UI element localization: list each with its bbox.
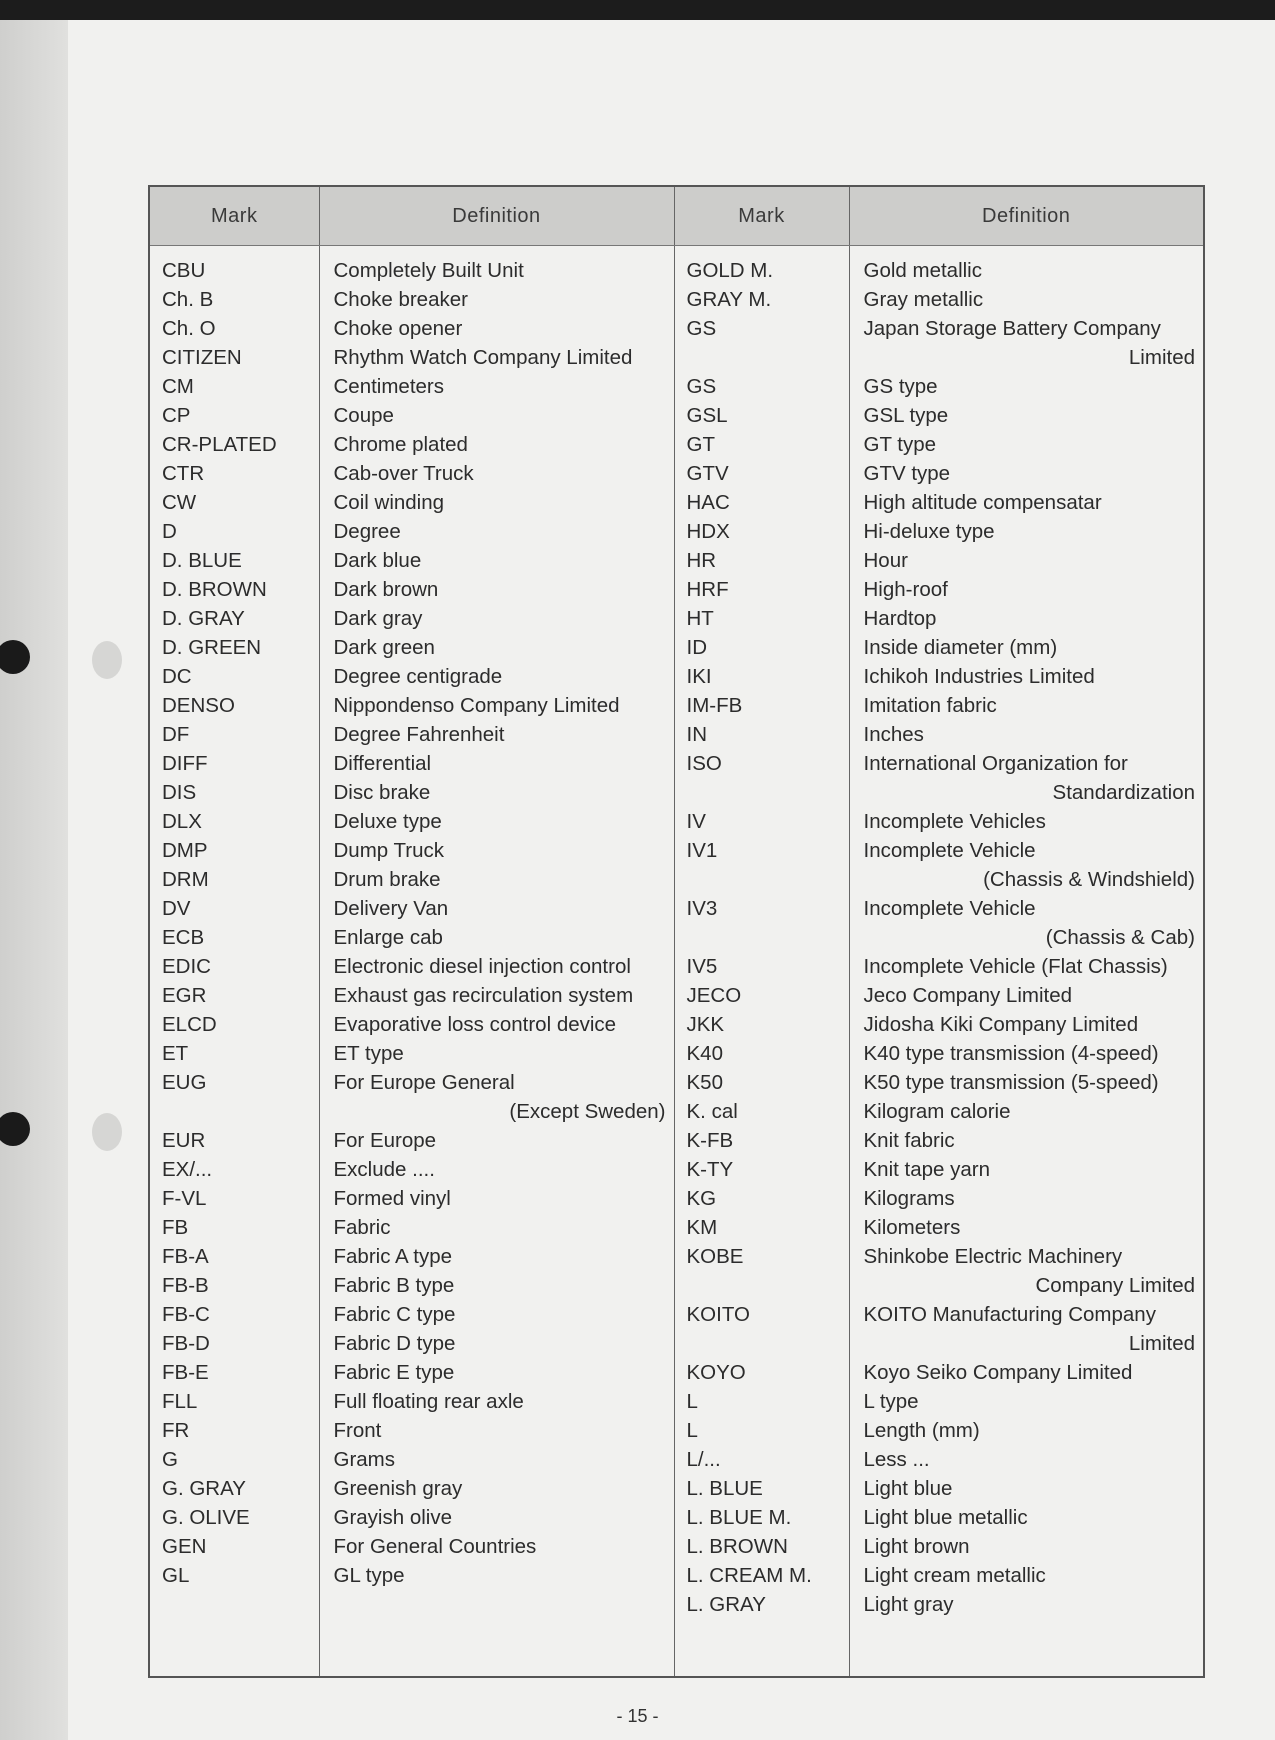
punch-hole-shadow — [92, 641, 122, 679]
glossary-mark: FB-E — [162, 1361, 209, 1384]
glossary-mark: ET — [162, 1042, 189, 1065]
glossary-definition-continuation: Standardization — [1052, 781, 1195, 804]
glossary-definition: Differential — [333, 752, 432, 775]
glossary-mark: Ch. B — [162, 288, 214, 311]
glossary-definition: Knit tape yarn — [863, 1158, 990, 1181]
glossary-definition: Jeco Company Limited — [863, 984, 1073, 1007]
glossary-mark: KOITO — [686, 1303, 750, 1326]
glossary-mark: IV5 — [686, 955, 718, 978]
glossary-mark: K. cal — [686, 1100, 738, 1123]
glossary-definition: Coil winding — [333, 491, 445, 514]
glossary-definition: Hour — [863, 549, 908, 572]
glossary-mark: EX/... — [162, 1158, 213, 1181]
glossary-definition: Imitation fabric — [863, 694, 997, 717]
glossary-definition-continuation: Limited — [1128, 1332, 1195, 1355]
glossary-definition: L type — [863, 1390, 919, 1413]
glossary-mark: D. GRAY — [162, 607, 245, 630]
glossary-definition: Choke breaker — [333, 288, 468, 311]
glossary-mark: L. BLUE — [686, 1477, 763, 1500]
glossary-definition: Degree — [333, 520, 401, 543]
glossary-mark: JKK — [686, 1013, 725, 1036]
glossary-definition: Shinkobe Electric Machinery — [863, 1245, 1123, 1268]
glossary-definition: Dark gray — [333, 607, 423, 630]
glossary-definition: Knit fabric — [863, 1129, 955, 1152]
glossary-mark: KG — [686, 1187, 717, 1210]
glossary-definition: Full floating rear axle — [333, 1390, 524, 1413]
glossary-definition: KOITO Manufacturing Company — [863, 1303, 1156, 1326]
glossary-definition: Formed vinyl — [333, 1187, 451, 1210]
glossary-mark: GT — [686, 433, 715, 456]
glossary-definition: Incomplete Vehicle — [863, 839, 1036, 862]
glossary-definition: For Europe — [333, 1129, 437, 1152]
row-spacer — [675, 1329, 849, 1358]
glossary-mark: GS — [686, 375, 717, 398]
scan-left-margin — [0, 20, 68, 1740]
glossary-mark: GS — [686, 317, 717, 340]
glossary-mark: KM — [686, 1216, 718, 1239]
glossary-mark: Ch. O — [162, 317, 216, 340]
glossary-mark: FB-D — [162, 1332, 210, 1355]
glossary-definition: Dark green — [333, 636, 435, 659]
glossary-mark: HAC — [686, 491, 730, 514]
glossary-definition: Grams — [333, 1448, 395, 1471]
left-mark-column — [150, 246, 319, 1590]
glossary-definition: Exhaust gas recirculation system — [333, 984, 634, 1007]
glossary-mark: HRF — [686, 578, 729, 601]
glossary-mark: GRAY M. — [686, 288, 772, 311]
glossary-mark: DMP — [162, 839, 208, 862]
abbreviation-table — [148, 185, 1205, 1678]
glossary-definition: Greenish gray — [333, 1477, 463, 1500]
glossary-definition: GS type — [863, 375, 938, 398]
mark-header-left: Mark — [149, 186, 319, 246]
glossary-definition: Inside diameter (mm) — [863, 636, 1058, 659]
glossary-definition: Light blue — [863, 1477, 953, 1500]
glossary-definition: Dark brown — [333, 578, 439, 601]
glossary-definition: Fabric C type — [333, 1303, 456, 1326]
glossary-definition: Incomplete Vehicle — [863, 897, 1036, 920]
glossary-definition: Rhythm Watch Company Limited — [333, 346, 633, 369]
glossary-mark: CITIZEN — [162, 346, 242, 369]
glossary-definition: Incomplete Vehicles — [863, 810, 1046, 833]
glossary-definition: Jidosha Kiki Company Limited — [863, 1013, 1139, 1036]
glossary-mark: IN — [686, 723, 707, 746]
glossary-definition: Less ... — [863, 1448, 930, 1471]
glossary-definition: Fabric — [333, 1216, 391, 1239]
glossary-definition: Hardtop — [863, 607, 937, 630]
glossary-mark: D. BROWN — [162, 578, 267, 601]
glossary-mark: GSL — [686, 404, 728, 427]
glossary-mark: EUG — [162, 1071, 207, 1094]
glossary-definition: GL type — [333, 1564, 405, 1587]
glossary-mark: D — [162, 520, 177, 543]
glossary-mark: L — [686, 1390, 698, 1413]
glossary-definition: Fabric E type — [333, 1361, 455, 1384]
glossary-definition: Dark blue — [333, 549, 422, 572]
glossary-definition: Dump Truck — [333, 839, 444, 862]
glossary-definition: Electronic diesel injection control — [333, 955, 631, 978]
glossary-definition: ET type — [333, 1042, 404, 1065]
glossary-definition: Fabric A type — [333, 1245, 453, 1268]
glossary-definition: Degree Fahrenheit — [333, 723, 505, 746]
glossary-definition: Delivery Van — [333, 897, 449, 920]
glossary-definition-continuation: (Except Sweden) — [509, 1100, 666, 1123]
glossary-definition-continuation: (Chassis & Cab) — [1045, 926, 1195, 949]
glossary-definition: Fabric D type — [333, 1332, 456, 1355]
mark-header-right: Mark — [674, 186, 849, 246]
glossary-mark: L/... — [686, 1448, 721, 1471]
glossary-mark: DIFF — [162, 752, 208, 775]
glossary-mark: G — [162, 1448, 178, 1471]
glossary-mark: K40 — [686, 1042, 723, 1065]
glossary-mark: KOBE — [686, 1245, 744, 1268]
glossary-mark: IV3 — [686, 897, 718, 920]
glossary-definition: Kilograms — [863, 1187, 955, 1210]
glossary-mark: F-VL — [162, 1187, 207, 1210]
glossary-definition: For Europe General — [333, 1071, 515, 1094]
glossary-mark: ISO — [686, 752, 722, 775]
glossary-mark: DLX — [162, 810, 202, 833]
glossary-definition: Light gray — [863, 1593, 954, 1616]
glossary-mark: GL — [162, 1564, 190, 1587]
glossary-definition: Gray metallic — [863, 288, 984, 311]
glossary-mark: IKI — [686, 665, 712, 688]
glossary-definition: GT type — [863, 433, 937, 456]
glossary-definition: Drum brake — [333, 868, 441, 891]
glossary-definition: Degree centigrade — [333, 665, 503, 688]
glossary-definition: Grayish olive — [333, 1506, 452, 1529]
glossary-definition: Hi-deluxe type — [863, 520, 995, 543]
glossary-mark: FB-B — [162, 1274, 209, 1297]
glossary-definition: Light blue metallic — [863, 1506, 1028, 1529]
glossary-definition-continuation: (Chassis & Windshield) — [983, 868, 1195, 891]
glossary-mark: IV1 — [686, 839, 718, 862]
glossary-mark: K50 — [686, 1071, 723, 1094]
glossary-definition: High-roof — [863, 578, 948, 601]
glossary-definition: Exclude .... — [333, 1158, 435, 1181]
glossary-definition: Enlarge cab — [333, 926, 443, 949]
glossary-definition-continuation: Company Limited — [1035, 1274, 1195, 1297]
glossary-definition: GTV type — [863, 462, 951, 485]
glossary-definition-continuation: Limited — [1128, 346, 1195, 369]
definition-header-right: Definition — [849, 186, 1204, 246]
glossary-definition: Light cream metallic — [863, 1564, 1046, 1587]
glossary-mark: HR — [686, 549, 717, 572]
glossary-definition: Ichikoh Industries Limited — [863, 665, 1095, 688]
glossary-definition: For General Countries — [333, 1535, 537, 1558]
row-spacer — [150, 1097, 319, 1126]
glossary-mark: L. GRAY — [686, 1593, 766, 1616]
glossary-definition: Kilogram calorie — [863, 1100, 1011, 1123]
glossary-definition: High altitude compensatar — [863, 491, 1102, 514]
glossary-definition: Light brown — [863, 1535, 970, 1558]
glossary-mark: HT — [686, 607, 714, 630]
glossary-mark: DENSO — [162, 694, 235, 717]
glossary-definition: Gold metallic — [863, 259, 982, 282]
glossary-mark: G. GRAY — [162, 1477, 246, 1500]
glossary-mark: ID — [686, 636, 707, 659]
glossary-definition: International Organization for — [863, 752, 1128, 775]
glossary-mark: FB-C — [162, 1303, 210, 1326]
glossary-mark: EDIC — [162, 955, 211, 978]
row-spacer — [675, 865, 849, 894]
glossary-mark: HDX — [686, 520, 730, 543]
glossary-definition: Incomplete Vehicle (Flat Chassis) — [863, 955, 1168, 978]
glossary-mark: JECO — [686, 984, 742, 1007]
glossary-mark: D. GREEN — [162, 636, 262, 659]
glossary-mark: DIS — [162, 781, 197, 804]
glossary-mark: D. BLUE — [162, 549, 242, 572]
glossary-definition: GSL type — [863, 404, 949, 427]
glossary-mark: FB — [162, 1216, 189, 1239]
left-definition-column — [320, 246, 674, 1590]
glossary-mark: KOYO — [686, 1361, 746, 1384]
definition-header-left: Definition — [319, 186, 674, 246]
glossary-mark: L. BROWN — [686, 1535, 788, 1558]
glossary-definition: Centimeters — [333, 375, 445, 398]
glossary-mark: DV — [162, 897, 191, 920]
glossary-mark: G. OLIVE — [162, 1506, 250, 1529]
glossary-definition: Length (mm) — [863, 1419, 980, 1442]
glossary-definition: Kilometers — [863, 1216, 961, 1239]
glossary-definition: Completely Built Unit — [333, 259, 524, 282]
glossary-definition: Koyo Seiko Company Limited — [863, 1361, 1133, 1384]
glossary-definition: K50 type transmission (5-speed) — [863, 1071, 1159, 1094]
glossary-mark: CW — [162, 491, 197, 514]
glossary-mark: GTV — [686, 462, 729, 485]
row-spacer — [675, 343, 849, 372]
glossary-mark: IV — [686, 810, 706, 833]
row-spacer — [675, 1271, 849, 1300]
glossary-definition: Evaporative loss control device — [333, 1013, 617, 1036]
page-number: - 15 - — [616, 1706, 659, 1726]
glossary-mark: FLL — [162, 1390, 198, 1413]
glossary-mark: CBU — [162, 259, 206, 282]
table-body-row — [149, 246, 1204, 1678]
glossary-mark: CTR — [162, 462, 205, 485]
glossary-mark: ELCD — [162, 1013, 217, 1036]
glossary-definition: Disc brake — [333, 781, 431, 804]
glossary-mark: L — [686, 1419, 698, 1442]
glossary-mark: K-TY — [686, 1158, 734, 1181]
glossary-mark: IM-FB — [686, 694, 743, 717]
glossary-mark: ECB — [162, 926, 205, 949]
glossary-mark: GOLD M. — [686, 259, 774, 282]
glossary-definition: Front — [333, 1419, 382, 1442]
row-spacer — [675, 923, 849, 952]
right-mark-column — [675, 246, 849, 1619]
glossary-definition: K40 type transmission (4-speed) — [863, 1042, 1159, 1065]
glossary-definition: Cab-over Truck — [333, 462, 474, 485]
glossary-mark: FR — [162, 1419, 190, 1442]
glossary-mark: L. BLUE M. — [686, 1506, 792, 1529]
glossary-definition: Fabric B type — [333, 1274, 455, 1297]
glossary-mark: K-FB — [686, 1129, 734, 1152]
glossary-mark: DF — [162, 723, 190, 746]
glossary-mark: EGR — [162, 984, 207, 1007]
glossary-mark: GEN — [162, 1535, 207, 1558]
glossary-mark: CP — [162, 404, 191, 427]
glossary-mark: L. CREAM M. — [686, 1564, 812, 1587]
glossary-mark: EUR — [162, 1129, 206, 1152]
punch-hole-shadow — [92, 1113, 122, 1151]
glossary-definition: Nippondenso Company Limited — [333, 694, 620, 717]
glossary-definition: Choke opener — [333, 317, 463, 340]
glossary-definition: Deluxe type — [333, 810, 442, 833]
scan-top-edge — [0, 0, 1275, 20]
right-definition-column — [850, 246, 1204, 1619]
glossary-mark: DC — [162, 665, 192, 688]
glossary-definition: Chrome plated — [333, 433, 468, 456]
glossary-mark: CM — [162, 375, 194, 398]
glossary-definition: Coupe — [333, 404, 394, 427]
glossary-mark: FB-A — [162, 1245, 209, 1268]
glossary-definition: Inches — [863, 723, 924, 746]
glossary-mark: CR-PLATED — [162, 433, 277, 456]
glossary-mark: DRM — [162, 868, 209, 891]
table-header-row — [149, 186, 1204, 246]
glossary-definition: Japan Storage Battery Company — [863, 317, 1161, 340]
row-spacer — [675, 778, 849, 807]
